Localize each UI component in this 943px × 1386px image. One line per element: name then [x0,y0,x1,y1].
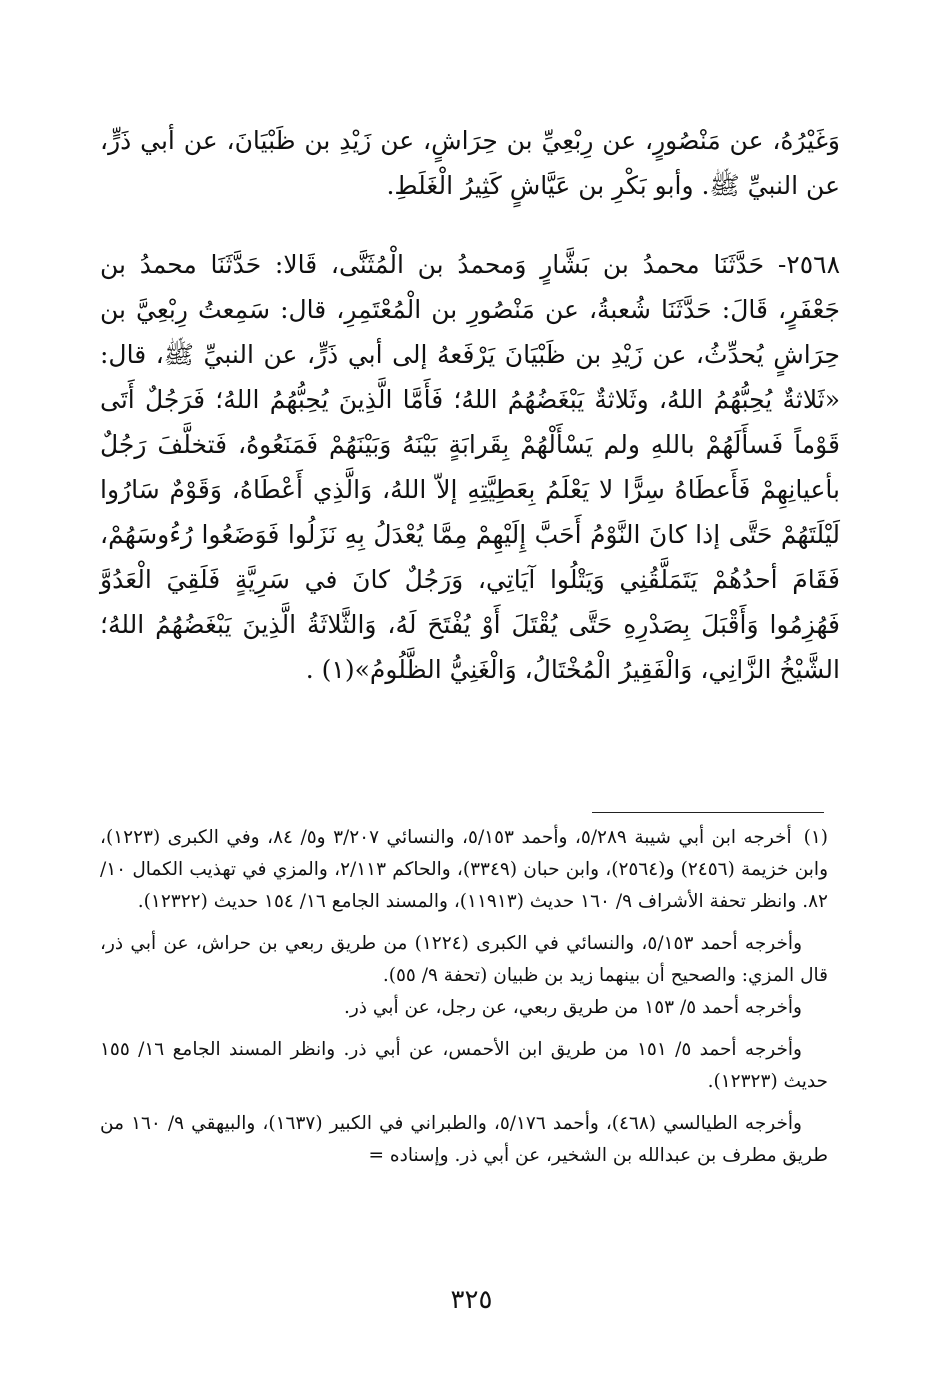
hadith-2568: ٢٥٦٨- حَدَّثَنَا محمدُ بن بَشَّارٍ وَمحمدُ بن الْمُثَنَّى، قَالا: حَدَّثَنَا محمدُ بن جَعْفَرٍ، قَالَ: حَدَّثَنَا شُعبةُ، عن مَنْصُورِ بن الْمُعْتَمِرِ، قال: سَمِعتُ رِبْعِيَّ بن حِرَاشٍ يُحدِّثُ، عن زَيْدِ بن ظَبْيَانَ يَرْفَعهُ إلى أبي ذَرٍّ، عن النبيِّ ﷺ، قال: «ثَلاثةٌ يُحِبُّهُمُ اللهُ، وثَلاثةٌ يَبْغَضُهُمُ اللهُ؛ فَأَمَّا الَّذِينَ يُحِبُّهُمُ اللهُ؛ فَرَجُلٌ أَتَى قَوْماً فَسأَلَهُمْ باللهِ ولم يَسْأَلْهُمْ بِقَرابَةٍ بَيْنَهُ وَبَيْنَهُمْ فَمَنَعُوهُ، فَتخلَّفَ رَجُلٌ بأعيانِهِمْ فَأَعطَاهُ سِرًّا لا يَعْلَمُ بِعَطِيَّتِهِ إلاّ اللهُ، وَالَّذِي أَعْطَاهُ، وَقَوْمٌ سَارُوا لَيْلَتَهُمْ حَتَّى إذا كانَ النَّوْمُ أَحَبَّ إِلَيْهِمْ مِمَّا يُعْدَلُ بِهِ نَزَلُوا فَوَضَعُوا رُءُوسَهُمْ، فَقَامَ أحدُهُمْ يَتَمَلَّقُنِي وَيَتْلُوا آيَاتِي، وَرَجُلٌ كانَ في سَرِيَّةٍ فَلَقِيَ الْعَدُوَّ فَهُزِمُوا وَأَقْبَلَ بِصَدْرِهِ حَتَّى يُقْتَلَ أَوْ يُفْتَحَ لَهُ، وَالثَّلاثَةُ الَّذِينَ يَبْغَضُهُمُ اللهُ؛ الشَّيْخُ الزَّانِي، وَالْفَقِيرُ الْمُخْتَالُ، وَالْغَنِيُّ الظَّلُومُ»(١) . [100,250,840,684]
footnote-text: وأخرجه أحمد ٥/١٥٣، والنسائي في الكبرى (١٢٢٤) من طريق ربعي بن حراش، عن أبي ذر، قال المزي: والصحيح أن بينهما زيد بن ظبيان (تحفة ٩/ ٥٥). [100,933,828,986]
footnote-1 [100,822,828,918]
footnote-paragraph [100,1108,828,1172]
footnote-text: وأخرجه أحمد ٥/ ١٥١ من طريق ابن الأحمس، عن أبي ذر. وانظر المسند الجامع ١٦/ ١٥٥ حديث (١٢٣٢٣). [100,1039,828,1092]
footnote-separator [592,812,824,813]
footnote-paragraph [100,1034,828,1098]
main-text [100,118,840,692]
footnote-paragraph [100,928,828,1024]
paragraph-continuation: وَغَيْرُهُ، عن مَنْصُورٍ، عن رِبْعِيِّ بن حِرَاشٍ، عن زَيْدِ بن ظَبْيَانَ، عن أبي ذَرٍّ، عن النبيِّ ﷺ. وأبو بَكْرِ بن عَيَّاشٍ كَثِيرُ الْغَلَطِ. [100,126,840,200]
footnote-text: وأخرجه أحمد ٥/ ١٥٣ من طريق ربعي، عن رجل، عن أبي ذر. [343,997,802,1018]
footnotes [100,822,828,1182]
paragraph-gap [100,208,840,242]
footnote-number: (١) [803,827,829,848]
footnote-text: أخرجه ابن أبي شيبة ٥/٢٨٩، وأحمد ٥/١٥٣، والنسائي ٣/٢٠٧ و٥/ ٨٤، وفي الكبرى (١٢٢٣)، وابن خزيمة (٢٤٥٦) و(٢٥٦٤)، وابن حبان (٣٣٤٩)، والحاكم ٢/١١٣، والمزي في تهذيب الكمال ١٠/ ٨٢. وانظر تحفة الأشراف ٩/ ١٦٠ حديث (١١٩١٣)، والمسند الجامع ١٦/ ١٥٤ حديث (١٢٣٢٢). [100,827,828,912]
page-number: ٣٢٥ [450,1285,493,1315]
footnote-text: وأخرجه الطيالسي (٤٦٨)، وأحمد ٥/١٧٦، والطبراني في الكبير (١٦٣٧)، والبيهقي ٩/ ١٦٠ من طريق مطرف بن عبدالله بن الشخير، عن أبي ذر. وإسناده = [100,1113,828,1166]
